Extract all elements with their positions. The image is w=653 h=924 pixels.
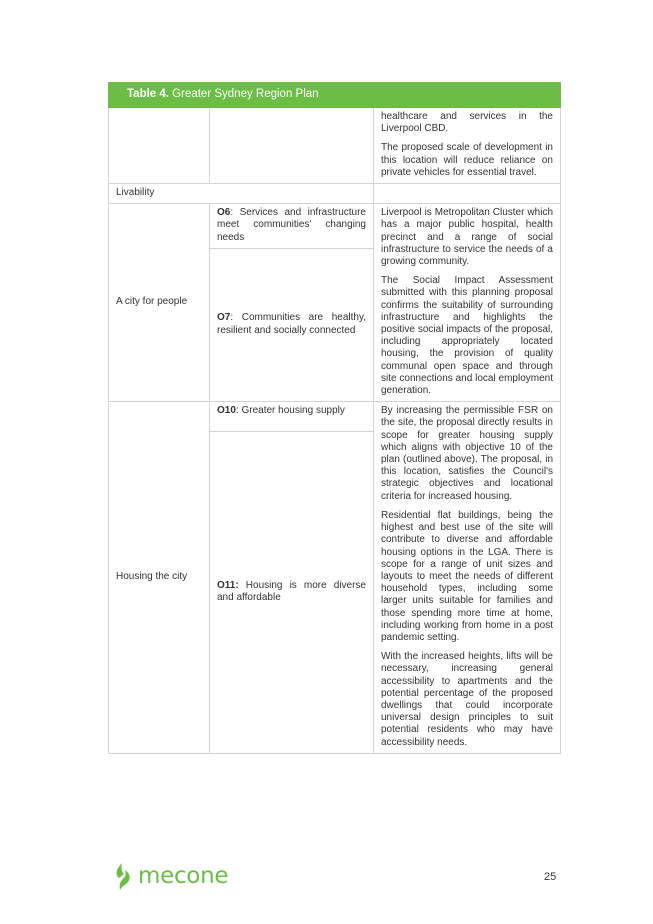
response-paragraph: healthcare and services in the Liverpool CBD. <box>381 111 553 135</box>
table-cell-response <box>374 204 561 402</box>
response-paragraph: The proposed scale of development in this location will reduce reliance on private vehicles for essential travel. <box>381 142 553 178</box>
table-row <box>109 108 561 184</box>
objective-cell <box>210 248 374 401</box>
objective-code: O7 <box>217 312 231 324</box>
objective-text: Housing is more diverse and affordable <box>217 579 366 603</box>
table-title: Greater Sydney Region Plan <box>172 88 319 100</box>
table-cell-response <box>374 402 561 753</box>
objective-code: O11: <box>217 579 239 591</box>
objective-text: : Communities are healthy, resilient and socially connected <box>217 312 366 336</box>
direction-cell: A city for people <box>109 204 210 402</box>
section-label: Livability <box>109 184 374 204</box>
leaf-icon <box>112 861 134 891</box>
table-row <box>109 204 561 249</box>
objective-code: O10 <box>217 405 236 417</box>
mecone-logo <box>112 861 242 891</box>
objective-cell <box>210 204 374 249</box>
table-cell-empty <box>210 108 374 184</box>
section-row <box>109 184 561 204</box>
objective-text: : Services and infrastructure meet communities' changing needs <box>217 207 366 243</box>
page-number: 25 <box>544 871 557 883</box>
table-label: Table 4. <box>127 88 169 100</box>
response-paragraph: By increasing the permissible FSR on the site, the proposal directly results in scope for greater housing supply which aligns with objective 10 of the plan (outlined above). The proposal, in this location, satisfies the Council's strategic objectives and locational criteria for increased housing. <box>381 405 553 502</box>
table-row <box>109 402 561 432</box>
table-cell-response <box>374 108 561 184</box>
objective-cell <box>210 432 374 753</box>
greater-sydney-region-plan-table <box>108 82 561 754</box>
table-header-row <box>109 83 561 108</box>
objective-text: : Greater housing supply <box>235 405 345 417</box>
objective-code: O6 <box>217 207 231 219</box>
response-paragraph: Liverpool is Metropolitan Cluster which has a major public hospital, health precinct and a range of social infrastructure to service the needs of a growing community. <box>381 207 553 268</box>
objective-cell <box>210 402 374 432</box>
response-paragraph: With the increased heights, lifts will be necessary, increasing general accessibility to apartments and the potential percentage of the proposed dwellings that could incorporate universal design principles to suit potential residents who may have accessibility needs. <box>381 651 553 748</box>
direction-cell: Housing the city <box>109 402 210 753</box>
table-cell-empty <box>109 108 210 184</box>
table-caption <box>109 83 561 108</box>
table-cell-empty <box>374 184 561 204</box>
response-paragraph: Residential flat buildings, being the highest and best use of the site will contribute to diverse and affordable housing options in the LGA. There is scope for a range of unit sizes and layouts to meet the needs of different household types, including some larger units suitable for families and those spending more time at home, including working from home in a post pandemic setting. <box>381 509 553 643</box>
logo-wordmark: mecone <box>138 863 229 889</box>
response-paragraph: The Social Impact Assessment submitted with this planning proposal confirms the suitability of surrounding infrastructure and highlights the positive social impacts of the proposal, including appropriately located housing, the provision of quality communal open space and through site connections and local employment generation. <box>381 275 553 397</box>
